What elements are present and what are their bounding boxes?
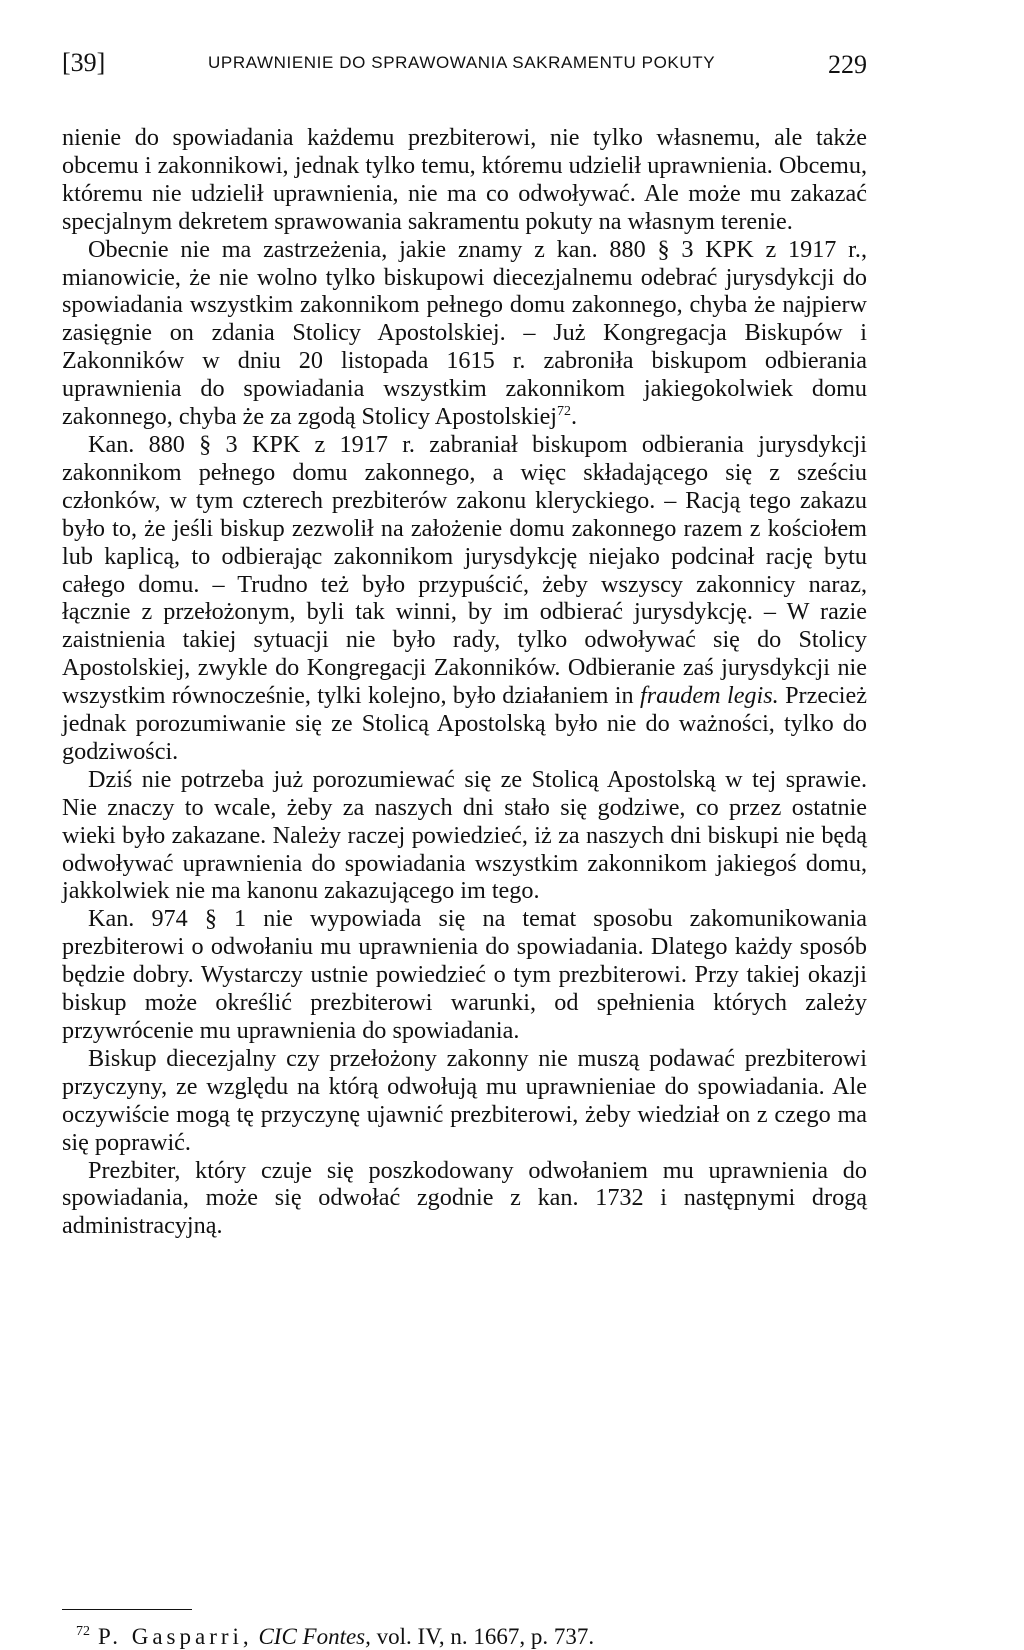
paragraph bbox=[62, 1157, 867, 1241]
paragraph-text: Prezbiter, który czuje się poszkodowany odwołaniem mu uprawnienia do spowiadania, może się odwołać zgodnie z kan. 1732 i następnymi drogą administracyjną. bbox=[62, 1156, 867, 1240]
footnote-divider bbox=[62, 1609, 192, 1610]
paragraph-text: . bbox=[571, 403, 578, 431]
paragraph-text: Obecnie nie ma zastrzeżenia, jakie znamy z kan. 880 § 3 KPK z 1917 r., mianowicie, że nie wolno tylko biskupowi diecezjalnemu odebrać jurysdykcji do spowiadania wszystkim zakonnikom pełnego domu zakonnego, chyba że najpierw zasięgnie on zdania Stolicy Apostolskiej. – Już Kongregacja Biskupów i Zakonników w dniu 20 listopada 1615 r. zabroniła biskupom odbierania uprawnienia do spowiadania wszystkim zakonnikom jakiegokolwiek domu zakonnego, chyba że za zgodą Stolicy Apostolskiej bbox=[62, 235, 867, 431]
italic-text: fraudem legis. bbox=[639, 682, 779, 710]
footnote-mark: 72 bbox=[76, 1624, 90, 1640]
paragraph bbox=[62, 1045, 867, 1157]
footnote-details: vol. IV, n. 1667, p. 737. bbox=[370, 1624, 595, 1649]
paragraph bbox=[62, 905, 867, 1045]
section-reference: [39] bbox=[62, 48, 106, 77]
paragraph-text: Przecież jednak porozumiwanie się ze Stolicą Apostolską było nie do ważności, tylko do godziwości. bbox=[62, 682, 867, 765]
footnote bbox=[62, 1624, 867, 1650]
paragraph bbox=[62, 124, 867, 236]
paragraph bbox=[62, 431, 867, 766]
paragraph bbox=[62, 236, 867, 431]
paragraph-text: Kan. 974 § 1 nie wypowiada się na temat sposobu zakomunikowania prezbiterowi o odwołaniu mu uprawnienia do spowiadania. Dlatego każdy sposób będzie dobry. Wystarczy ustnie powiedzieć o tym prezbiterowi. Przy takiej okazji biskup może określić prezbiterowi warunki, od spełnienia których zależy przywrócenie mu uprawnienia do spowiadania. bbox=[62, 905, 867, 1044]
paragraph-text: nienie do spowiadania każdemu prezbiterowi, nie tylko własnemu, ale także obcemu i zakonnikowi, jednak tylko temu, któremu udzielił uprawnienia. Obcemu, któremu nie udzielił uprawnienia, nie ma co odwoływać. Ale może mu zakazać specjalnym dekretem sprawowania sakramentu pokuty na własnym terenie. bbox=[62, 124, 867, 235]
page-header bbox=[62, 44, 867, 84]
footnote-title: CIC Fontes, bbox=[258, 1624, 371, 1649]
footnote-reference: 72 bbox=[557, 404, 572, 419]
footnote-author: P. Gasparri, bbox=[98, 1624, 253, 1649]
running-title: UPRAWNIENIE DO SPRAWOWANIA SAKRAMENTU POKUTY bbox=[208, 53, 716, 72]
paragraph-text: Biskup diecezjalny czy przełożony zakonny nie muszą podawać prezbiterowi przyczyny, ze względu na którą odwołują mu uprawnieniae do spowiadania. Ale oczywiście mogą tę przyczynę ujawnić prezbiterowi, żeby wiedział on z czego ma się poprawić. bbox=[62, 1044, 867, 1156]
paragraph bbox=[62, 766, 867, 906]
page-number: 229 bbox=[828, 50, 867, 79]
paragraph-text: Kan. 880 § 3 KPK z 1917 r. zabraniał biskupom odbierania jurysdykcji zakonnikom pełnego domu zakonnego, a więc składającego się z sześciu członków, w tym czterech prezbiterów zakonu kleryckiego. – Racją tego zakazu było to, że jeśli biskup zezwolił na założenie domu zakonnego razem z kościołem lub kaplicą, to odbierając zakonnikom jurysdykcję niejako podcinał rację bytu całego domu. – Trudno też było przypuścić, żeby wszyscy zakonnicy naraz, łącznie z przełożonym, byli tak winni, by im odbierać jurysdykcję. – W razie zaistnienia takiej sytuacji nie było rady, tylko odwoływać się do Stolicy Apostolskiej, zwykle do Kongregacji Zakonników. Odbieranie zaś jurysdykcji nie wszystkim równocześnie, tylki kolejno, było działaniem in bbox=[62, 430, 867, 710]
paragraph-text: Dziś nie potrzeba już porozumiewać się ze Stolicą Apostolską w tej sprawie. Nie znaczy to wcale, żeby za naszych dni stało się godziwe, co przez ostatnie wieki było zakazane. Należy raczej powiedzieć, iż za naszych dni biskupi nie będą odwoływać uprawnienia do spowiadania wszystkim zakonnikom jakiegoś domu, jakkolwiek nie ma kanonu zakazującego im tego. bbox=[62, 765, 867, 905]
body-text bbox=[62, 124, 867, 1240]
